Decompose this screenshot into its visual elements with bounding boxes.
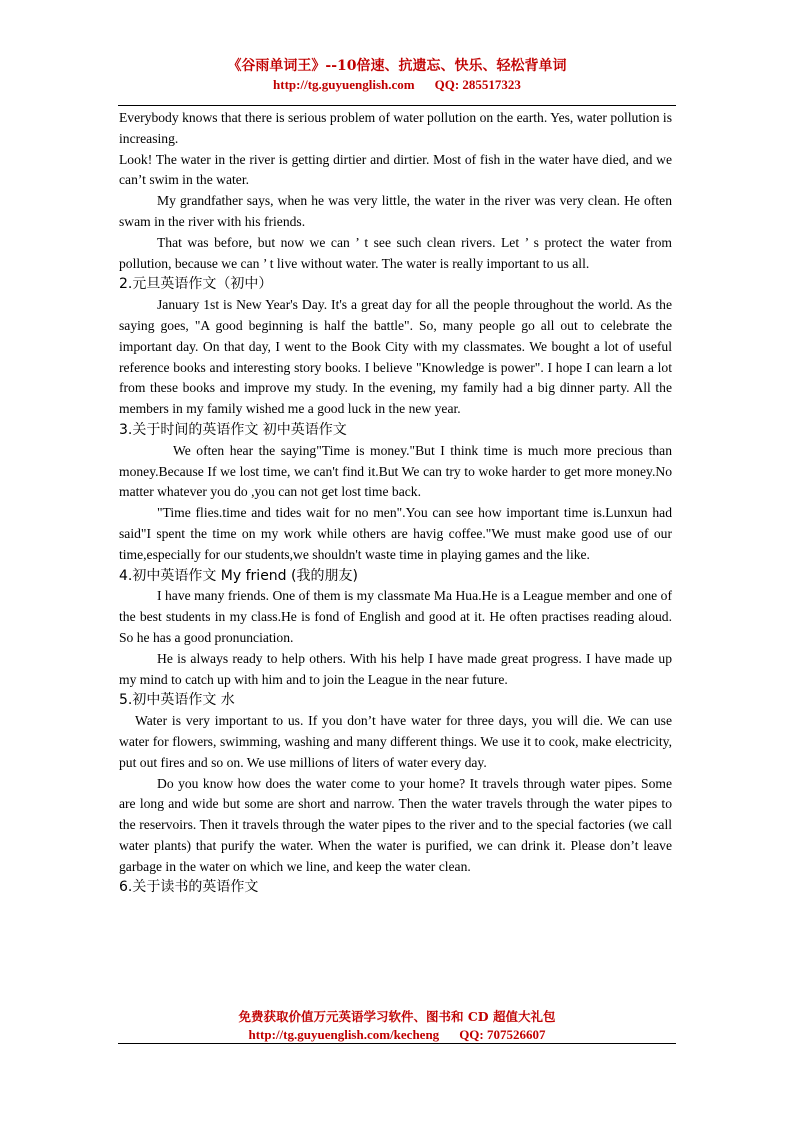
page-header	[118, 56, 676, 94]
paragraph: Look! The water in the river is getting dirtier and dirtier. Most of fish in the water have died, and we can’t swim in the water.	[119, 151, 672, 188]
footer-qq: QQ: 707526607	[459, 1027, 546, 1042]
header-qq: QQ: 285517323	[434, 77, 521, 92]
section-heading: 5.初中英语作文 水	[119, 692, 235, 709]
footer-contact	[118, 1026, 676, 1044]
header-divider	[118, 105, 676, 106]
paragraph: My grandfather says, when he was very little, the water in the river was very clean. He often swam in the river with his friends.	[119, 193, 672, 229]
paragraph: January 1st is New Year's Day. It's a great day for all the people throughout the world. As the saying goes, "A good beginning is half the battle". So, many people go all out to celebrate the important day. On that day, I went to the Book City with my classmates. We bought a lot of useful reference books and interesting story books. I believe "Knowledge is power". I hope I can learn a lot from these books and improve my study. In the evening, my family had a big dinner party. All the members in my family wished me a good luck in the new year.	[119, 297, 672, 417]
footer-promo: 免费获取价值万元英语学习软件、图书和 CD 超值大礼包	[238, 1009, 556, 1024]
paragraph: That was before, but now we can ’ t see such clean rivers. Let ’ s protect the water from pollution, because we can ’ t live without water. The water is really important to us all.	[119, 234, 672, 271]
paragraph: We often hear the saying"Time is money."But I think time is much more precious than money.Because If we lost time, we can't find it.But We can try to woke harder to get more money.No matter whatever you do ,you can not get lost time back.	[119, 442, 672, 500]
page-footer	[118, 1008, 676, 1044]
paragraph: I have many friends. One of them is my classmate Ma Hua.He is a League member and one of the best students in my class.He is fond of English and good at it. He often practises reading aloud. So he has a good pronunciation.	[119, 588, 672, 645]
header-contact	[118, 76, 676, 94]
document-body	[119, 108, 672, 898]
paragraph: Water is very important to us. If you don’t have water for three days, you will die. We can use water for flowers, swimming, washing and many different things. We use it to cook, make electricity, put out fires and so on. We use millions of liters of water every day.	[119, 713, 672, 770]
section-heading: 4.初中英语作文 My friend (我的朋友)	[119, 567, 358, 584]
section-heading: 2.元旦英语作文（初中）	[119, 276, 273, 293]
header-url[interactable]: http://tg.guyuenglish.com	[273, 77, 415, 92]
section-heading: 3.关于时间的英语作文 初中英语作文	[119, 421, 347, 438]
paragraph: Everybody knows that there is serious problem of water pollution on the earth. Yes, water pollution is increasing.	[119, 110, 672, 146]
section-heading: 6.关于读书的英语作文	[119, 879, 259, 896]
paragraph: Do you know how does the water come to your home? It travels through water pipes. Some are long and wide but some are short and narrow. Then the water travels through the water pipes to the reservoirs. Then it travels through the water pipes to the river and to the special factories (we call water plants) that purify the water. When the water is purified, we can drink it. Please don’t leave garbage in the water on which we line, and keep the water clean.	[119, 775, 672, 874]
paragraph: "Time flies.time and tides wait for no men".You can see how important time is.Lunxun had said"I spent the time on my work while others are havig coffee."We must make good use of our time,especially for our students,we shouldn't waste time in playing games and the like.	[119, 505, 672, 562]
header-title: 《谷雨单词王》--10倍速、抗遗忘、快乐、轻松背单词	[227, 58, 567, 74]
paragraph: He is always ready to help others. With his help I have made great progress. I have made up my mind to catch up with him and to join the League in the near future.	[119, 650, 672, 687]
footer-divider	[118, 1043, 676, 1044]
footer-url[interactable]: http://tg.guyuenglish.com/kecheng	[248, 1027, 440, 1042]
